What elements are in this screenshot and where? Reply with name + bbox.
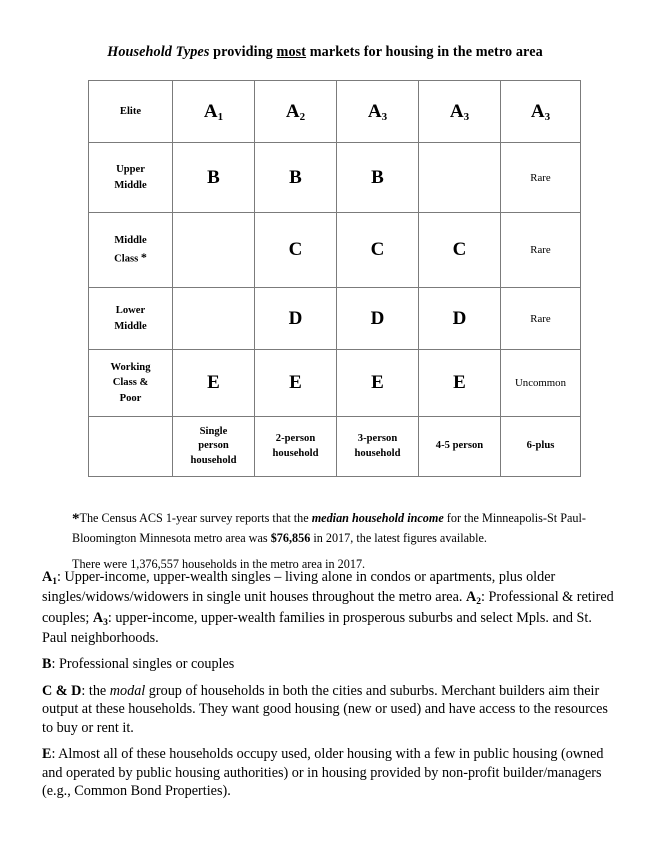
cell-code-subscript: 1 — [217, 110, 224, 123]
paragraph-a-text-1: : Upper-income, upper-wealth singles – living alone in condos or apartments, plus older singles/widows/widowers in single unit houses throughout the metro area. — [42, 569, 556, 606]
column-header-line-1: 4-5 person — [435, 440, 484, 452]
row-label-line-1: Middle — [114, 235, 147, 247]
cell-upper-middle-single — [173, 143, 255, 213]
cell-code-subscript: 3 — [381, 110, 388, 123]
cell-elite-2person — [255, 81, 337, 143]
paragraph-e-definition — [42, 745, 618, 800]
label-b: B — [42, 656, 52, 673]
cell-code: E — [371, 372, 384, 393]
paragraph-cd-definition — [42, 682, 618, 737]
footnote-asterisk: * — [72, 511, 80, 527]
cell-working-class-4to5person — [419, 350, 501, 417]
page-title — [0, 44, 650, 61]
cell-code: B — [207, 166, 220, 188]
column-header-corner — [89, 417, 173, 477]
cell-middle-class-2person — [255, 213, 337, 288]
cell-upper-middle-2person — [255, 143, 337, 213]
cell-code: C — [452, 239, 467, 260]
cell-code: A — [203, 100, 218, 122]
table-row — [89, 81, 581, 143]
row-label-line-1: Upper — [116, 164, 145, 176]
cell-note: Uncommon — [515, 377, 566, 389]
footnote-text-before: The Census ACS 1-year survey reports that the — [79, 511, 312, 525]
row-label-line-1: Working — [110, 361, 151, 373]
paragraph-cd-emphasis: modal — [109, 682, 146, 699]
row-label-line-3: Poor — [119, 392, 142, 404]
paragraph-e-text: : Almost all of these households occupy used, older housing with a few in public housing (owned and operated by public housing authorities) or in housing provided by non-profit builder/managers (e.g., Common Bond Properties). — [42, 746, 604, 800]
cell-lower-middle-6plus — [501, 288, 581, 350]
cell-code: C — [370, 239, 385, 260]
cell-code: E — [289, 372, 302, 393]
row-label-middle-class — [89, 213, 173, 288]
paragraph-a-text-2: : Professional & retired couples; — [42, 589, 614, 626]
cell-code: B — [289, 166, 302, 188]
matrix-table — [88, 80, 581, 477]
footnote-block — [72, 510, 592, 572]
cell-middle-class-3person — [337, 213, 419, 288]
label-cd: C & D — [42, 682, 82, 699]
page-title-underlined: most — [276, 44, 307, 60]
cell-code: E — [207, 372, 220, 393]
page-title-plain-1: providing — [209, 44, 277, 60]
cell-code: B — [371, 166, 384, 188]
column-header-line-2: household — [354, 447, 401, 459]
cell-elite-6plus — [501, 81, 581, 143]
cell-upper-middle-4to5person — [419, 143, 501, 213]
cell-code-subscript: 2 — [299, 110, 306, 123]
label-e: E — [42, 746, 52, 763]
household-types-matrix — [88, 80, 580, 477]
column-header-single-person — [173, 417, 255, 477]
cell-working-class-3person — [337, 350, 419, 417]
cell-upper-middle-6plus — [501, 143, 581, 213]
cell-working-class-2person — [255, 350, 337, 417]
cell-code: D — [452, 307, 467, 329]
footnote-second-line: There were 1,376,557 households in the metro area in 2017. — [72, 556, 366, 571]
body-text-block — [42, 568, 618, 809]
column-header-line-1: Single — [199, 426, 228, 438]
paragraph-a-text-3: : upper-income, upper-wealth families in prosperous suburbs and select Mpls. and St. Paul neighborhoods. — [42, 609, 592, 647]
cell-code: D — [288, 307, 303, 329]
paragraph-b-text: : Professional singles or couples — [51, 656, 235, 673]
cell-middle-class-4to5person — [419, 213, 501, 288]
column-header-line-3: household — [190, 454, 237, 466]
label-a3-subscript: 3 — [103, 617, 108, 628]
row-label-line-1: Lower — [115, 305, 146, 317]
table-column-header-row — [89, 417, 581, 477]
column-header-line-1: 2-person — [275, 433, 316, 445]
row-label-working-class-poor — [89, 350, 173, 417]
column-header-line-1: 6-plus — [526, 440, 555, 452]
cell-note: Rare — [530, 171, 551, 184]
footnote-text-after: in 2017, the latest figures available. — [310, 530, 487, 545]
page-title-plain-2: markets for housing in the metro area — [306, 44, 543, 60]
label-a1: A — [42, 569, 53, 585]
table-row — [89, 288, 581, 350]
cell-code: E — [453, 372, 466, 393]
cell-code: A — [285, 100, 300, 122]
cell-code: A — [530, 100, 545, 122]
cell-upper-middle-3person — [337, 143, 419, 213]
cell-note: Rare — [530, 312, 551, 325]
footnote-text-middle: for the Minneapolis-St Paul-Bloomington Minnesota metro area was — [72, 511, 586, 545]
row-label-elite — [89, 81, 173, 143]
cell-code-subscript: 3 — [544, 110, 551, 123]
row-label-lower-middle — [89, 288, 173, 350]
row-label-line-2: Middle — [114, 179, 147, 191]
cell-code-subscript: 3 — [463, 110, 470, 123]
cell-note: Rare — [530, 244, 551, 256]
cell-elite-single — [173, 81, 255, 143]
row-label-line-2: Middle — [114, 320, 147, 332]
column-header-line-1: 3-person — [357, 433, 398, 445]
paragraph-cd-text-2: group of households in both the cities and suburbs. Merchant builders aim their output at these households. They want good housing (new or used) and have access to the resources to buy or rent it. — [42, 682, 608, 736]
paragraph-b-definition — [42, 655, 618, 673]
row-label-line-2: Class & — [112, 377, 149, 389]
column-header-3-person — [337, 417, 419, 477]
label-a2-subscript: 2 — [476, 597, 481, 608]
footnote-amount: $76,856 — [270, 530, 311, 545]
footnote-asterisk-marker: * — [140, 249, 147, 264]
table-row — [89, 143, 581, 213]
cell-working-class-single — [173, 350, 255, 417]
cell-code: C — [288, 239, 303, 260]
row-label-line-2: Class — [114, 253, 139, 265]
label-a1-subscript: 1 — [52, 577, 57, 587]
column-header-6-plus — [501, 417, 581, 477]
cell-code: A — [449, 100, 464, 122]
row-label-upper-middle — [89, 143, 173, 213]
label-a3: A — [92, 609, 104, 626]
cell-lower-middle-3person — [337, 288, 419, 350]
cell-lower-middle-4to5person — [419, 288, 501, 350]
cell-elite-3person — [337, 81, 419, 143]
cell-middle-class-single — [173, 213, 255, 288]
paragraph-cd-text-1: : the — [81, 682, 110, 699]
table-row — [89, 213, 581, 288]
cell-code: D — [370, 307, 385, 329]
page-title-emphasis: Household Types — [107, 44, 210, 60]
column-header-line-2: person — [198, 440, 229, 452]
column-header-4-5-person — [419, 417, 501, 477]
cell-elite-4to5person — [419, 81, 501, 143]
column-header-line-2: household — [272, 447, 319, 459]
table-row — [89, 350, 581, 417]
column-header-2-person — [255, 417, 337, 477]
cell-lower-middle-2person — [255, 288, 337, 350]
cell-working-class-6plus — [501, 350, 581, 417]
cell-lower-middle-single — [173, 288, 255, 350]
cell-code: A — [367, 100, 382, 122]
footnote-emphasis: median household income — [311, 511, 444, 525]
paragraph-a-definitions — [42, 568, 618, 647]
label-a2: A — [466, 589, 477, 606]
cell-middle-class-6plus — [501, 213, 581, 288]
row-label-line-1: Elite — [119, 105, 142, 117]
